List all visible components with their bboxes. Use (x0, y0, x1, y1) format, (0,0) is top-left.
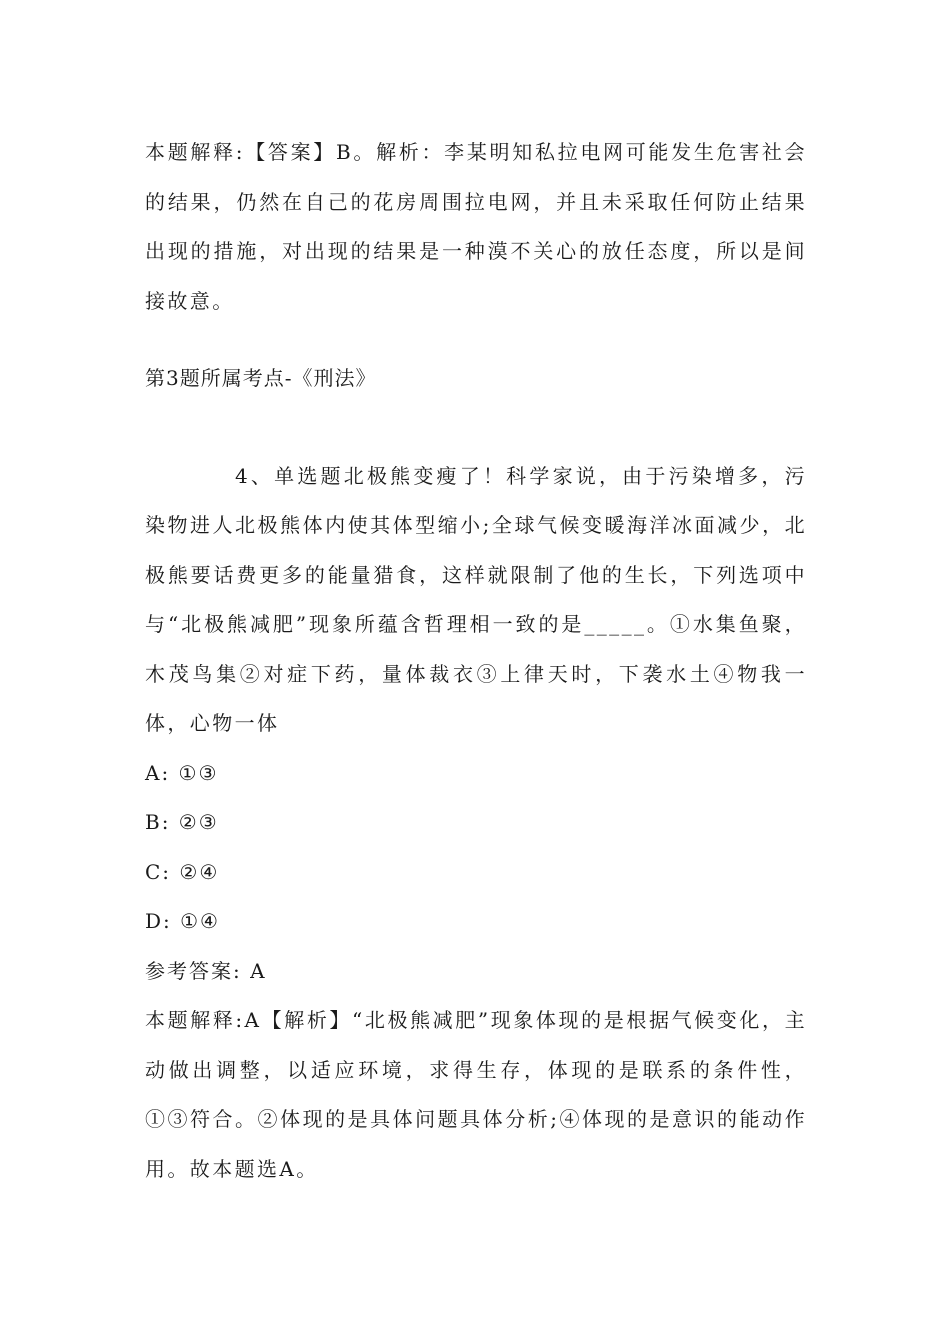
q4-option-d: D: ①④ (145, 909, 220, 933)
q4-stem: 4、单选题北极熊变瘦了！科学家说，由于污染增多，污染物进人北极熊体内使其体型缩小;全球气候变暖海洋冰面减少，北极熊要话费更多的能量猎食，这样就限制了他的生长，下列选项中与“北极熊减肥”现象所蕴含哲理相一致的是_____。①水集鱼聚，木茂鸟集②对症下药，量体裁衣③上律天时，下袭水土④物我一体，心物一体 (145, 463, 807, 735)
q4-answer: 参考答案: A (145, 958, 267, 983)
q4-explanation: 本题解释:A【解析】“北极熊减肥”现象体现的是根据气候变化，主动做出调整，以适应环境，求得生存，体现的是联系的条件性，①③符合。②体现的是具体问题具体分析;④体现的是意识的能动作用。故本题选A。 (145, 1008, 807, 1181)
q4-option-c: C: ②④ (145, 859, 220, 884)
document-page (145, 128, 807, 1194)
q3-topic: 第3题所属考点-《刑法》 (145, 366, 377, 390)
q4-option-b: B: ②③ (145, 810, 219, 834)
q3-explanation: 本题解释:【答案】B。解析：李某明知私拉电网可能发生危害社会的结果，仍然在自己的花房周围拉电网，并且未采取任何防止结果出现的措施，对出现的结果是一种漠不关心的放任态度，所以是间接故意。 (145, 140, 807, 313)
q4-option-a: A: ①③ (145, 760, 219, 785)
